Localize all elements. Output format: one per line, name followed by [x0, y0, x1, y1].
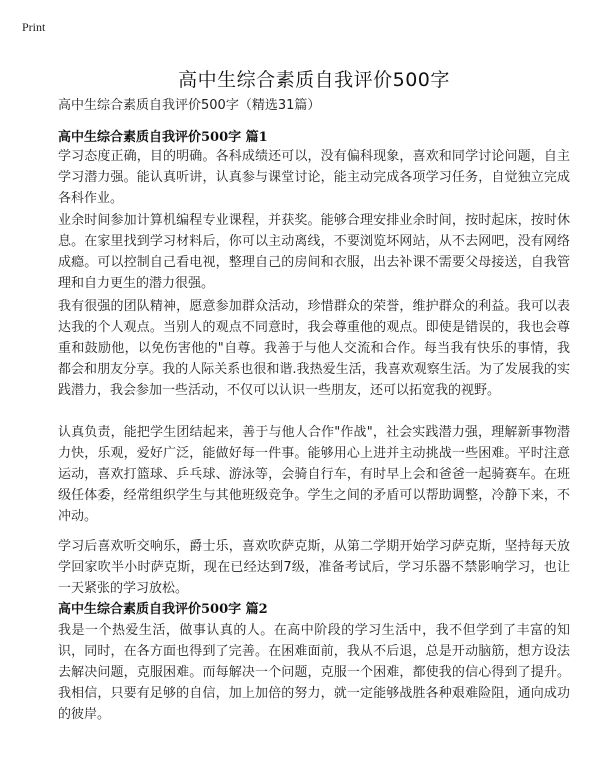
- paragraph: 学习后喜欢听交响乐，爵士乐，喜欢吹萨克斯，从第二学期开始学习萨克斯，坚持每天放学回家吹半小时萨克斯，现在已经达到7级，准备考试后，学习乐器不禁影响学习，也让一天紧张的学习放松。: [58, 539, 570, 596]
- section-heading-1: 高中生综合素质自我评价500字 篇1: [58, 130, 268, 145]
- paragraph: 学习态度正确，目的明确。各科成绩还可以，没有偏科现象，喜欢和同学讨论问题，自主学习潜力强。能认真听讲，认真参与课堂讨论，能主动完成各项学习任务，自觉独立完成各科作业。: [58, 149, 570, 206]
- print-label[interactable]: Print: [22, 20, 46, 34]
- paragraph: 业余时间参加计算机编程专业课程，并获奖。能够合理安排业余时间，按时起床，按时休息。在家里找到学习材料后，你可以主动离线，不要浏览坏网站，从不去网吧，没有网络成瘾。可以控制自己看电视，整理自己的房间和衣服，出去补课不需要父母接送，自我管理和自力更生的潜力很强。: [58, 213, 570, 291]
- document-subtitle: 高中生综合素质自我评价500字（精选31篇）: [58, 98, 321, 113]
- paragraph: 认真负责，能把学生团结起来，善于与他人合作"作战"，社会实践潜力强，理解新事物潜力快，乐观，爱好广泛，能做好每一件事。能够用心上进并主动挑战一些困难。平时注意运动，喜欢打篮球、乒乓球、游泳等，会骑自行车，有时早上会和爸爸一起骑赛车。在班级任体委，经常组织学生与其他班级竞争。学生之间的矛盾可以帮助调整，冷静下来，不冲动。: [58, 425, 570, 524]
- paragraph: 我有很强的团队精神，愿意参加群众活动，珍惜群众的荣誉，维护群众的利益。我可以表达我的个人观点。当别人的观点不同意时，我会尊重他的观点。即使是错误的，我也会尊重和鼓励他，以免伤害他的"自尊。我善于与他人交流和合作。每当我有快乐的事情，我都会和朋友分享。我的人际关系也很和谐.我热爱生活，我喜欢观察生活。为了发展我的实践潜力，我会参加一些活动，不仅可以认识一些朋友，还可以拓宽我的视野。: [58, 299, 570, 398]
- page-title: 高中生综合素质自我评价500字: [178, 68, 450, 91]
- paragraph: 我是一个热爱生活，做事认真的人。在高中阶段的学习生活中，我不但学到了丰富的知识，同时，在各方面也得到了完善。在困难面前，我从不后退，总是开动脑筋，想方设法去解决问题，克服困难。而每解决一个问题，克服一个困难，都使我的信心得到了提升。我相信，只要有足够的自信，加上加倍的努力，就一定能够战胜各种艰难险阻，通向成功的彼岸。: [58, 623, 570, 722]
- section-heading-2: 高中生综合素质自我评价500字 篇2: [58, 602, 268, 617]
